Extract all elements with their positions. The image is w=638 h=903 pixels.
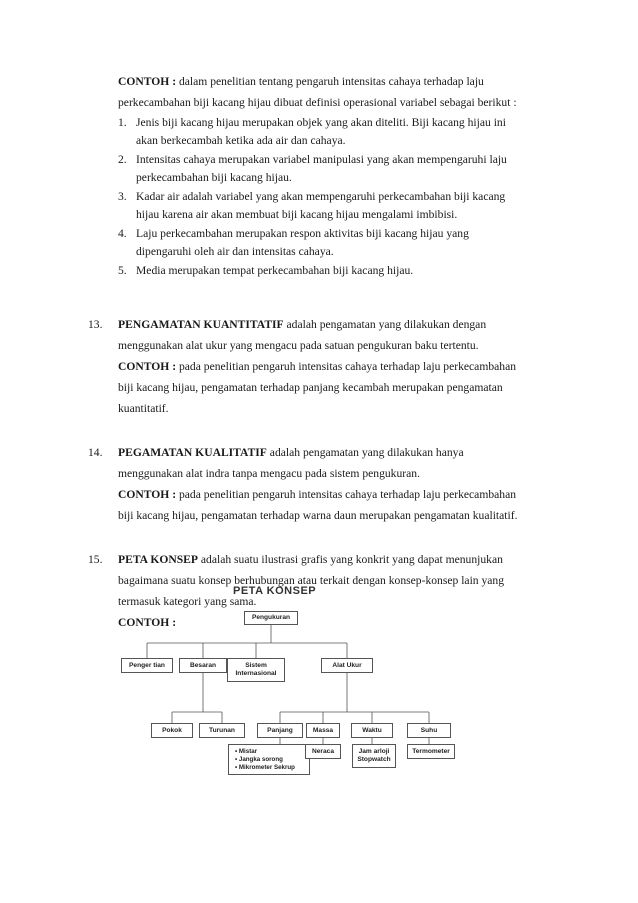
node-pokok: Pokok	[151, 723, 193, 738]
section-term: PETA KONSEP	[118, 553, 198, 566]
node-pengertian: Penger tian	[121, 658, 173, 673]
section-definition-line-2: bagaimana suatu konsep berhubungan atau terkait dengan konsep-konsep lain yang	[118, 574, 505, 587]
node-sistem-label: Sistem	[245, 662, 267, 669]
example-label: CONTOH :	[118, 488, 177, 501]
node-besaran: Besaran	[179, 658, 227, 673]
tool-stopwatch: Stopwatch	[357, 756, 391, 763]
list-item-line: akan berkecambah ketika ada air dan cahaya.	[136, 134, 346, 147]
example-text: pada penelitian pengaruh intensitas cahaya terhadap laju perkecambahan	[176, 488, 517, 501]
section-term: PEGAMATAN KUALITATIF	[118, 446, 267, 459]
contoh-intro-line-2: perkecambahan biji kacang hijau dibuat definisi operasional variabel sebagai berikut :	[118, 96, 517, 109]
example-text: pada penelitian pengaruh intensitas cahaya terhadap laju perkecambahan	[176, 360, 517, 373]
contoh-label: CONTOH :	[118, 75, 177, 88]
list-item-line: hijau karena air akan membuat biji kacang hijau mengalami imbibisi.	[136, 208, 458, 221]
list-number: 5.	[118, 264, 127, 277]
node-pengukuran: Pengukuran	[244, 611, 298, 625]
list-item-line: Media merupakan tempat perkecambahan biji kacang hijau.	[136, 264, 414, 277]
node-internasional-label: Internasional	[235, 670, 277, 677]
section-number: 13.	[88, 318, 103, 331]
node-waktu: Waktu	[351, 723, 393, 738]
node-suhu: Suhu	[407, 723, 451, 738]
node-panjang: Panjang	[257, 723, 303, 738]
section-example-line-2: biji kacang hijau, pengamatan terhadap panjang kecambah merupakan pengamatan	[118, 381, 503, 394]
section-definition-line-2: menggunakan alat ukur yang mengacu pada satuan pengukuran baku tertentu.	[118, 339, 479, 352]
node-turunan: Turunan	[199, 723, 245, 738]
list-item-line: dipengaruhi oleh air dan intensitas cahaya.	[136, 245, 334, 258]
tool-jam-arloji: Jam arloji	[358, 748, 390, 755]
list-number: 1.	[118, 116, 127, 129]
section-definition-text: adalah pengamatan yang dilakukan dengan	[283, 318, 487, 331]
list-number: 4.	[118, 227, 127, 240]
example-label: CONTOH :	[118, 616, 177, 629]
section-example-line-2: biji kacang hijau, pengamatan terhadap warna daun merupakan pengamatan kualitatif.	[118, 509, 518, 522]
concept-map-title: PETA KONSEP	[233, 585, 317, 597]
node-sistem-internasional	[227, 658, 285, 682]
node-jam-stopwatch	[352, 744, 396, 768]
list-item-line: Jenis biji kacang hijau merupakan objek yang akan diteliti. Biji kacang hijau ini	[136, 116, 506, 129]
tool-jangka-sorong: • Jangka sorong	[235, 756, 283, 763]
list-item-line: perkecambahan biji kacang hijau.	[136, 171, 292, 184]
section-definition-line-2: menggunakan alat indra tanpa mengacu pada sistem pengukuran.	[118, 467, 420, 480]
list-number: 2.	[118, 153, 127, 166]
tool-mistar: • Mistar	[235, 748, 258, 755]
section-example-line-3: kuantitatif.	[118, 402, 169, 415]
node-alat-ukur: Alat Ukur	[321, 658, 373, 673]
tool-mikrometer: • Mikrometer Sekrup	[235, 764, 295, 771]
list-item-line: Intensitas cahaya merupakan variabel manipulasi yang akan mempengaruhi laju	[136, 153, 507, 166]
section-definition-line-3: termasuk kategori yang sama.	[118, 595, 257, 608]
section-number: 14.	[88, 446, 103, 459]
section-number: 15.	[88, 553, 103, 566]
section-definition-text: adalah suatu ilustrasi grafis yang konkrit yang dapat menunjukan	[198, 553, 503, 566]
section-definition-text: adalah pengamatan yang dilakukan hanya	[266, 446, 464, 459]
example-label: CONTOH :	[118, 360, 177, 373]
node-panjang-tools	[228, 744, 310, 775]
node-massa: Massa	[306, 723, 340, 738]
list-item-line: Kadar air adalah variabel yang akan mempengaruhi perkecambahan biji kacang	[136, 190, 506, 203]
node-neraca: Neraca	[305, 744, 341, 759]
list-number: 3.	[118, 190, 127, 203]
section-term: PENGAMATAN KUANTITATIF	[118, 318, 284, 331]
list-item-line: Laju perkecambahan merupakan respon aktivitas biji kacang hijau yang	[136, 227, 469, 240]
contoh-intro-text: dalam penelitian tentang pengaruh intensitas cahaya terhadap laju	[176, 75, 484, 88]
node-termometer: Termometer	[407, 744, 455, 759]
